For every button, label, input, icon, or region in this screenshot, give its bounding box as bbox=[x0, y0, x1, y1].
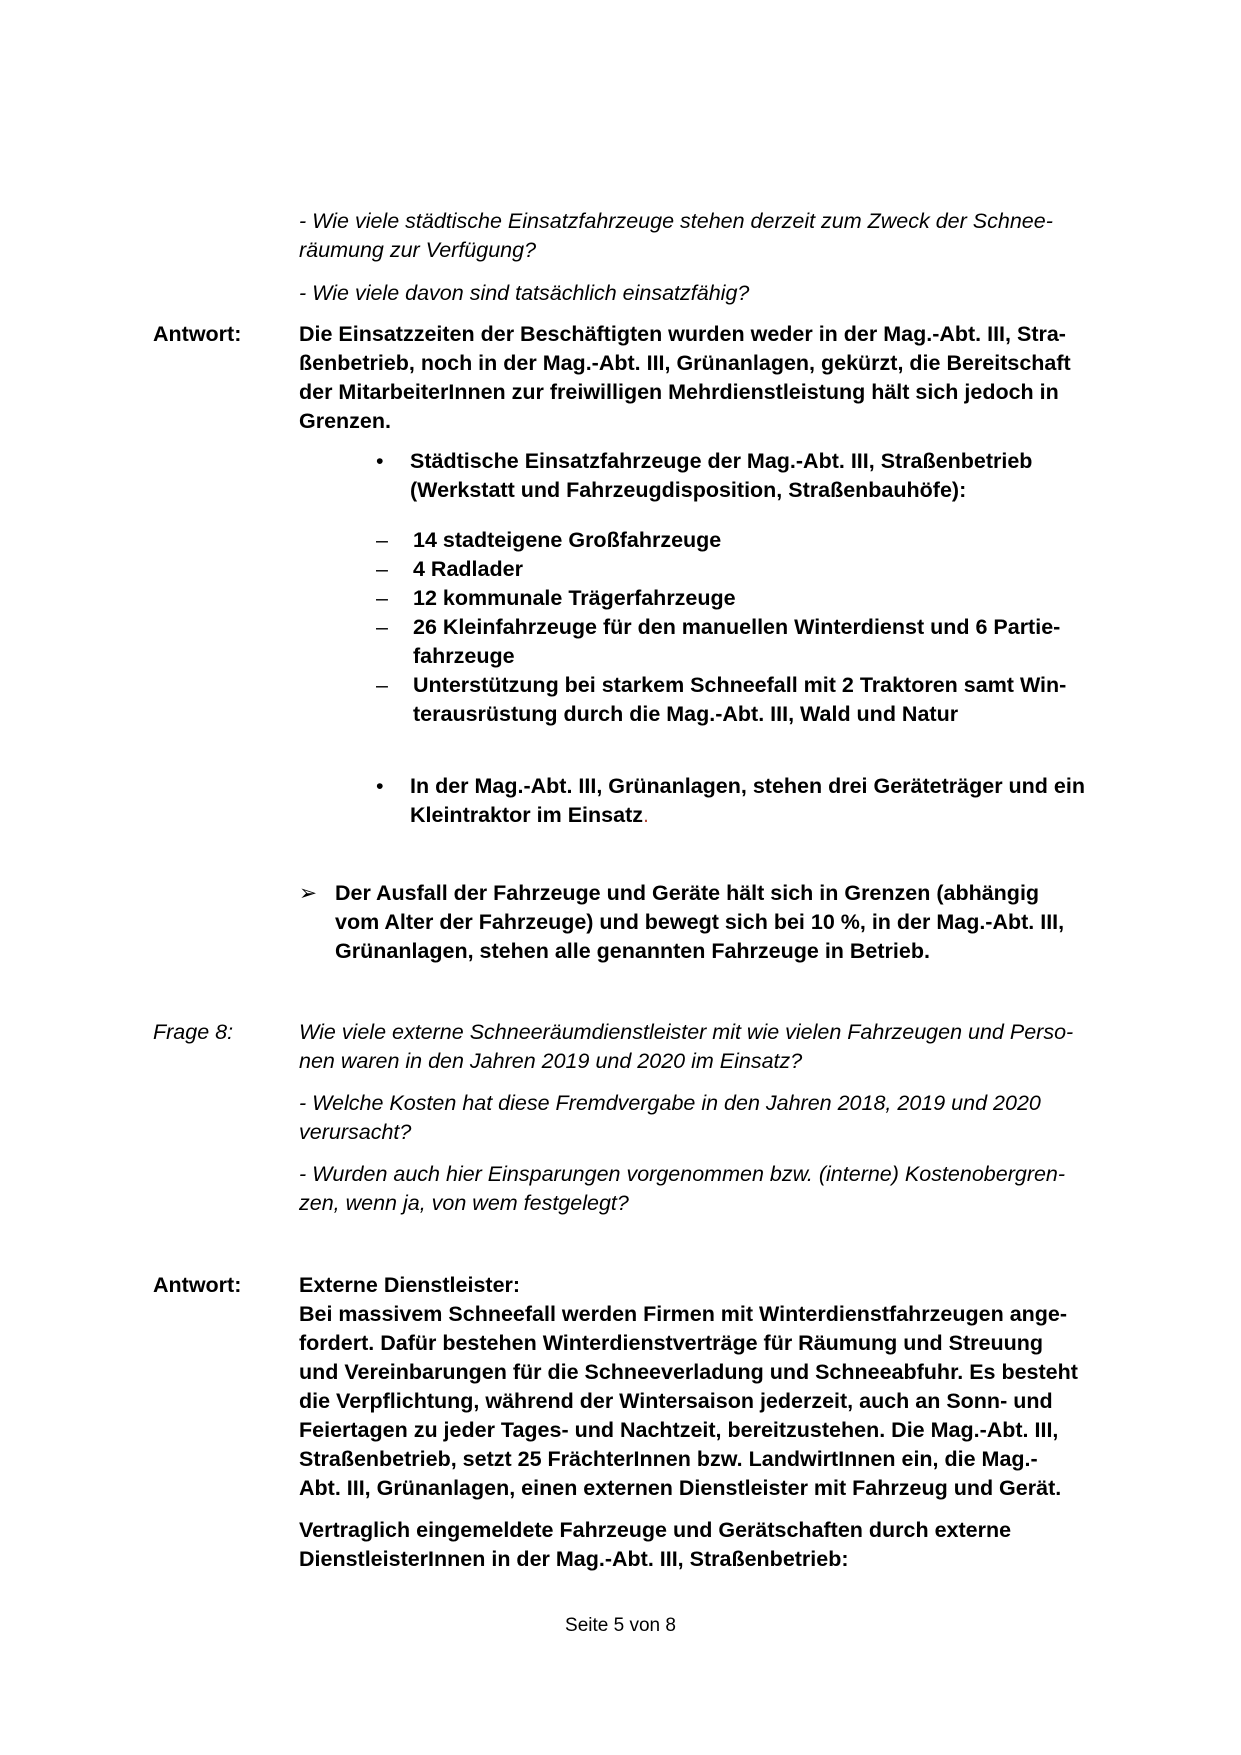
answer-line: und Vereinbarungen für die Schneeverladung und Schneeabfuhr. Es besteht bbox=[299, 1360, 1078, 1384]
dash-icon: – bbox=[376, 673, 388, 697]
question-line: - Welche Kosten hat diese Fremdvergabe in den Jahren 2018, 2019 und 2020 bbox=[299, 1091, 1041, 1115]
question-line: verursacht? bbox=[299, 1120, 412, 1144]
question-line: - Wurden auch hier Einsparungen vorgenommen bzw. (interne) Kostenobergren- bbox=[299, 1162, 1066, 1186]
dash-text bbox=[413, 526, 1133, 555]
dash-icon: – bbox=[376, 586, 388, 610]
answer-line: die Verpflichtung, während der Wintersaison jederzeit, auch an Sonn- und bbox=[299, 1389, 1053, 1413]
bullet-line-text: Kleintraktor im Einsatz bbox=[410, 803, 643, 827]
dash-text bbox=[413, 555, 1133, 584]
question8-paragraph1 bbox=[299, 1018, 1129, 1076]
trailing-period: . bbox=[642, 803, 649, 827]
dash-line: 14 stadteigene Großfahrzeuge bbox=[413, 528, 722, 552]
answer8-paragraph2 bbox=[299, 1516, 1129, 1574]
answer-line: ßenbetrieb, noch in der Mag.-Abt. III, Grünanlagen, gekürzt, die Bereitschaft bbox=[299, 351, 1071, 375]
question-line: räumung zur Verfügung? bbox=[299, 238, 537, 262]
bullet-icon: • bbox=[376, 774, 384, 798]
dash-icon: – bbox=[376, 557, 388, 581]
answer-line: Bei massivem Schneefall werden Firmen mit Winterdienstfahrzeugen ange- bbox=[299, 1302, 1068, 1326]
bullet-text bbox=[410, 447, 1170, 505]
answer-line: Die Einsatzzeiten der Beschäftigten wurden weder in der Mag.-Abt. III, Stra- bbox=[299, 322, 1066, 346]
arrow-line: Grünanlagen, stehen alle genannten Fahrzeuge in Betrieb. bbox=[335, 939, 930, 963]
answer-label: Antwort: bbox=[153, 322, 242, 346]
dash-line: Unterstützung bei starkem Schneefall mit 2 Traktoren samt Win- bbox=[413, 673, 1067, 697]
question-line: Wie viele externe Schneeräumdienstleister mit wie vielen Fahrzeugen und Perso- bbox=[299, 1020, 1074, 1044]
arrow-line: Der Ausfall der Fahrzeuge und Geräte hält sich in Grenzen (abhängig bbox=[335, 881, 1040, 905]
bullet-icon: • bbox=[376, 449, 384, 473]
answer-line: Vertraglich eingemeldete Fahrzeuge und Gerätschaften durch externe bbox=[299, 1518, 1012, 1542]
answer-line: DienstleisterInnen in der Mag.-Abt. III, Straßenbetrieb: bbox=[299, 1547, 849, 1571]
answer-line: Grenzen. bbox=[299, 409, 391, 433]
bullet-line: Städtische Einsatzfahrzeuge der Mag.-Abt. III, Straßenbetrieb bbox=[410, 449, 1033, 473]
dash-line: terausrüstung durch die Mag.-Abt. III, Wald und Natur bbox=[413, 702, 959, 726]
question-line: - Wie viele davon sind tatsächlich einsatzfähig? bbox=[299, 281, 750, 305]
dash-line: 12 kommunale Trägerfahrzeuge bbox=[413, 586, 736, 610]
question8-paragraph2 bbox=[299, 1089, 1129, 1147]
arrow-bullet-icon: ➢ bbox=[299, 881, 318, 905]
bullet-line: In der Mag.-Abt. III, Grünanlagen, stehen drei Geräteträger und ein bbox=[410, 774, 1085, 798]
dash-line: fahrzeuge bbox=[413, 644, 515, 668]
question-line: - Wie viele städtische Einsatzfahrzeuge stehen derzeit zum Zweck der Schnee- bbox=[299, 209, 1053, 233]
arrow-text bbox=[335, 879, 1135, 966]
dash-text bbox=[413, 613, 1133, 671]
dash-line: 4 Radlader bbox=[413, 557, 523, 581]
bullet-line: (Werkstatt und Fahrzeugdisposition, Straßenbauhöfe): bbox=[410, 478, 967, 502]
question-line: zen, wenn ja, von wem festgelegt? bbox=[299, 1191, 629, 1215]
question8-paragraph3 bbox=[299, 1160, 1129, 1218]
dash-text bbox=[413, 671, 1133, 729]
bullet-line bbox=[410, 801, 1170, 830]
dash-line: 26 Kleinfahrzeuge für den manuellen Winterdienst und 6 Partie- bbox=[413, 615, 1061, 639]
question7-subquestion bbox=[299, 279, 1129, 308]
answer-line: Feiertagen zu jeder Tages- und Nachtzeit, bereitzustehen. Die Mag.-Abt. III, bbox=[299, 1418, 1059, 1442]
dash-icon: – bbox=[376, 528, 388, 552]
answer-line: Straßenbetrieb, setzt 25 FrächterInnen bzw. LandwirtInnen ein, die Mag.- bbox=[299, 1447, 1038, 1471]
dash-icon: – bbox=[376, 615, 388, 639]
answer-label: Antwort: bbox=[153, 1273, 242, 1297]
answer-heading: Externe Dienstleister: bbox=[299, 1273, 521, 1297]
page-number: Seite 5 von 8 bbox=[565, 1615, 676, 1636]
answer-line: der MitarbeiterInnen zur freiwilligen Mehrdienstleistung hält sich jedoch in bbox=[299, 380, 1059, 404]
bullet-text bbox=[410, 772, 1170, 830]
answer7-paragraph bbox=[299, 320, 1129, 436]
question-label: Frage 8: bbox=[153, 1020, 234, 1044]
question-line: nen waren in den Jahren 2019 und 2020 im Einsatz? bbox=[299, 1049, 803, 1073]
answer-line: Abt. III, Grünanlagen, einen externen Dienstleister mit Fahrzeug und Gerät. bbox=[299, 1476, 1062, 1500]
arrow-line: vom Alter der Fahrzeuge) und bewegt sich bei 10 %, in der Mag.-Abt. III, bbox=[335, 910, 1065, 934]
question7-continuation bbox=[299, 207, 1129, 265]
dash-text bbox=[413, 584, 1133, 613]
answer-line: fordert. Dafür bestehen Winterdienstverträge für Räumung und Streuung bbox=[299, 1331, 1044, 1355]
answer8-paragraph bbox=[299, 1271, 1129, 1503]
